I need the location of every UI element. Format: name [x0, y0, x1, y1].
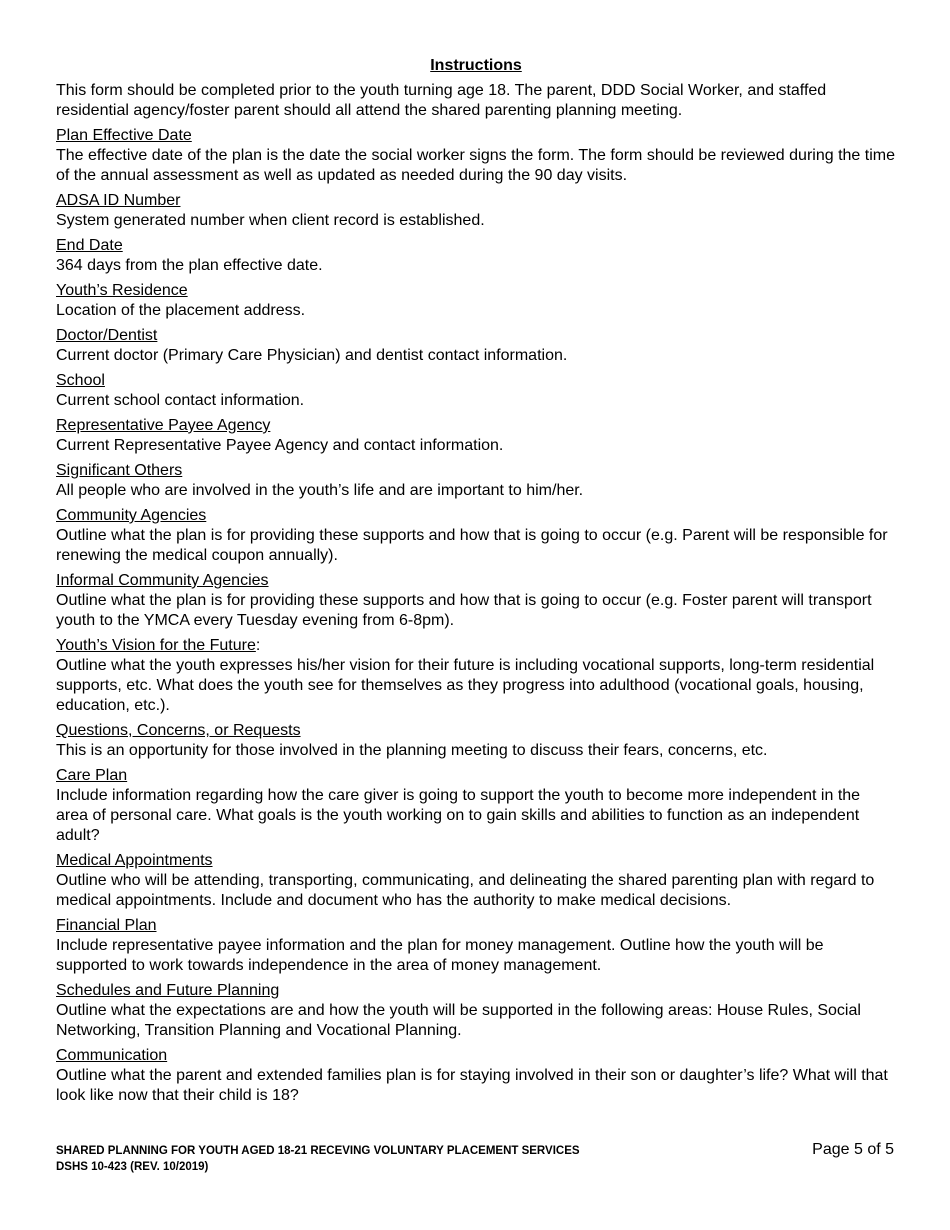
section-heading: Representative Payee Agency: [56, 417, 271, 434]
section-heading: School: [56, 372, 105, 389]
section-care-plan: [56, 766, 896, 846]
section-heading: Medical Appointments: [56, 852, 213, 869]
section-body: Include representative payee information and the plan for money management. Outline how the youth will be supported to work towards independence in the area of money management.: [56, 937, 824, 974]
section-school: [56, 371, 896, 411]
section-body: Include information regarding how the care giver is going to support the youth to become more independent in the area of personal care. What goals is the youth working on to gain skills and abilities to function as an independent adult?: [56, 787, 861, 844]
section-body: Outline what the youth expresses his/her vision for their future is including vocational supports, long-term residential supports, etc. What does the youth see for themselves as they progress into adulthood (vocational goals, housing, education, etc.).: [56, 657, 875, 714]
section-body: Current doctor (Primary Care Physician) and dentist contact information.: [56, 347, 568, 364]
section-body: Outline what the parent and extended families plan is for staying involved in their son or daughter’s life? What will that look like now that their child is 18?: [56, 1067, 888, 1104]
section-heading: Youth’s Vision for the Future:: [56, 637, 261, 654]
section-body: All people who are involved in the youth’s life and are important to him/her.: [56, 482, 584, 499]
section-body: Location of the placement address.: [56, 302, 306, 319]
instructions-content: [56, 55, 896, 1111]
footer-form-info: [56, 1143, 580, 1175]
section-doctor-dentist: [56, 326, 896, 366]
section-body: The effective date of the plan is the date the social worker signs the form. The form should be reviewed during the time of the annual assessment as well as updated as needed during the 90 day visits.: [56, 147, 895, 184]
section-body: System generated number when client record is established.: [56, 212, 485, 229]
section-body: 364 days from the plan effective date.: [56, 257, 323, 274]
section-heading: Informal Community Agencies: [56, 572, 269, 589]
section-schedules-future-planning: [56, 981, 896, 1041]
section-heading: Community Agencies: [56, 507, 207, 524]
section-informal-community-agencies: [56, 571, 896, 631]
section-heading: Youth’s Residence: [56, 282, 188, 299]
section-adsa-id-number: [56, 191, 896, 231]
section-heading: Communication: [56, 1047, 168, 1064]
section-body: Outline who will be attending, transporting, communicating, and delineating the shared parenting plan with regard to medical appointments. Include and document who has the authority to make medical decisions.: [56, 872, 875, 909]
section-heading: Significant Others: [56, 462, 183, 479]
footer-form-number: DSHS 10-423 (REV. 10/2019): [56, 1161, 209, 1173]
section-body: This is an opportunity for those involved in the planning meeting to discuss their fears, concerns, etc.: [56, 742, 768, 759]
section-heading: End Date: [56, 237, 123, 254]
intro-text: This form should be completed prior to the youth turning age 18. The parent, DDD Social Worker, and staffed residential agency/foster parent should all attend the shared parenting planning meeting.: [56, 82, 827, 119]
section-medical-appointments: [56, 851, 896, 911]
section-youths-residence: [56, 281, 896, 321]
section-heading: Plan Effective Date: [56, 127, 192, 144]
section-communication: [56, 1046, 896, 1106]
page-number: Page 5 of 5: [812, 1141, 894, 1158]
section-heading: Care Plan: [56, 767, 128, 784]
section-financial-plan: [56, 916, 896, 976]
section-representative-payee-agency: [56, 416, 896, 456]
section-significant-others: [56, 461, 896, 501]
section-body: Current Representative Payee Agency and contact information.: [56, 437, 504, 454]
section-plan-effective-date: [56, 126, 896, 186]
section-questions-concerns: [56, 721, 896, 761]
section-heading: Questions, Concerns, or Requests: [56, 722, 301, 739]
section-youths-vision: [56, 636, 896, 716]
section-heading: Financial Plan: [56, 917, 157, 934]
section-body: Outline what the expectations are and how the youth will be supported in the following areas: House Rules, Social Networking, Transition Planning and Vocational Planning.: [56, 1002, 861, 1039]
section-heading: Schedules and Future Planning: [56, 982, 280, 999]
section-body: Outline what the plan is for providing these supports and how that is going to occur (e.g. Parent will be responsible for renewing the medical coupon annually).: [56, 527, 888, 564]
section-heading: Doctor/Dentist: [56, 327, 158, 344]
section-body: Current school contact information.: [56, 392, 305, 409]
section-heading: ADSA ID Number: [56, 192, 181, 209]
section-community-agencies: [56, 506, 896, 566]
footer-form-title: SHARED PLANNING FOR YOUTH AGED 18-21 RECEVING VOLUNTARY PLACEMENT SERVICES: [56, 1145, 580, 1157]
section-body: Outline what the plan is for providing these supports and how that is going to occur (e.g. Foster parent will transport youth to the YMCA every Tuesday evening from 6-8pm).: [56, 592, 872, 629]
page-title: Instructions: [430, 57, 522, 74]
section-end-date: [56, 236, 896, 276]
